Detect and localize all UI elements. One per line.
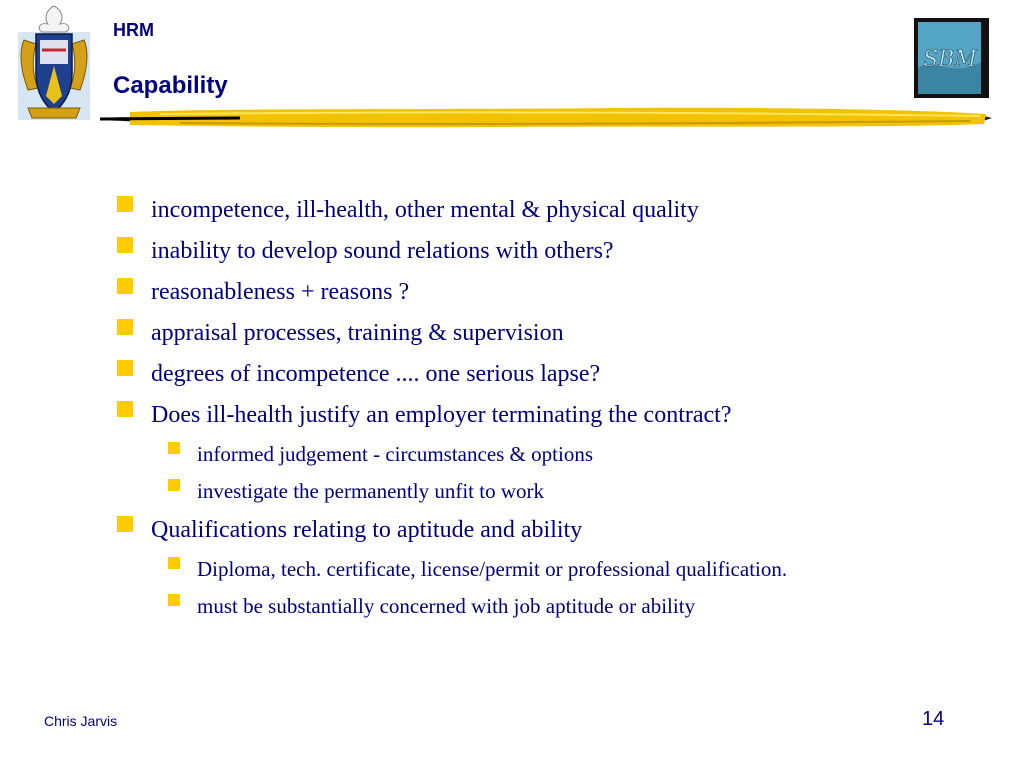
square-bullet-icon: [117, 360, 133, 376]
title-divider-brushstroke: [100, 104, 992, 130]
square-bullet-icon: [168, 442, 180, 454]
sub-bullet-item: [0, 588, 1024, 625]
square-bullet-icon: [117, 319, 133, 335]
sub-bullet-item: [0, 473, 1024, 510]
bullet-item: [0, 354, 1024, 395]
sbm-logo-text: SBM: [923, 47, 977, 72]
bullet-text: appraisal processes, training & supervision: [151, 320, 564, 346]
sub-bullet-text: informed judgement - circumstances & options: [197, 442, 593, 466]
bullet-text: Does ill-health justify an employer terminating the contract?: [151, 402, 732, 428]
bullet-item: [0, 395, 1024, 436]
square-bullet-icon: [117, 278, 133, 294]
sub-bullet-text: must be substantially concerned with job aptitude or ability: [197, 594, 696, 618]
sub-bullet-text: Diploma, tech. certificate, license/permit or professional qualification.: [197, 557, 788, 581]
slide-title: Capability: [113, 72, 228, 99]
bullet-list: [0, 190, 1024, 625]
bullet-text: inability to develop sound relations with others?: [151, 238, 614, 264]
bullet-text: degrees of incompetence .... one serious lapse?: [151, 361, 601, 387]
square-bullet-icon: [117, 516, 133, 532]
square-bullet-icon: [168, 479, 180, 491]
slide-number: 14: [922, 708, 945, 730]
bullet-text: Qualifications relating to aptitude and ability: [151, 517, 583, 543]
sub-bullet-item: [0, 551, 1024, 588]
bullet-item: [0, 231, 1024, 272]
bullet-item: [0, 313, 1024, 354]
square-bullet-icon: [168, 594, 180, 606]
footer-author: Chris Jarvis: [44, 713, 118, 729]
university-crest-logo: [18, 4, 90, 120]
sub-bullet-text: investigate the permanently unfit to work: [197, 479, 544, 503]
bullet-item: [0, 272, 1024, 313]
sub-bullet-item: [0, 436, 1024, 473]
bullet-item: [0, 510, 1024, 551]
course-label: HRM: [113, 20, 154, 40]
bullet-item: [0, 190, 1024, 231]
square-bullet-icon: [117, 237, 133, 253]
bullet-text: incompetence, ill-health, other mental & physical quality: [151, 197, 699, 223]
square-bullet-icon: [117, 196, 133, 212]
square-bullet-icon: [168, 557, 180, 569]
sbm-logo: [914, 18, 989, 98]
square-bullet-icon: [117, 401, 133, 417]
bullet-text: reasonableness + reasons ?: [151, 279, 410, 305]
